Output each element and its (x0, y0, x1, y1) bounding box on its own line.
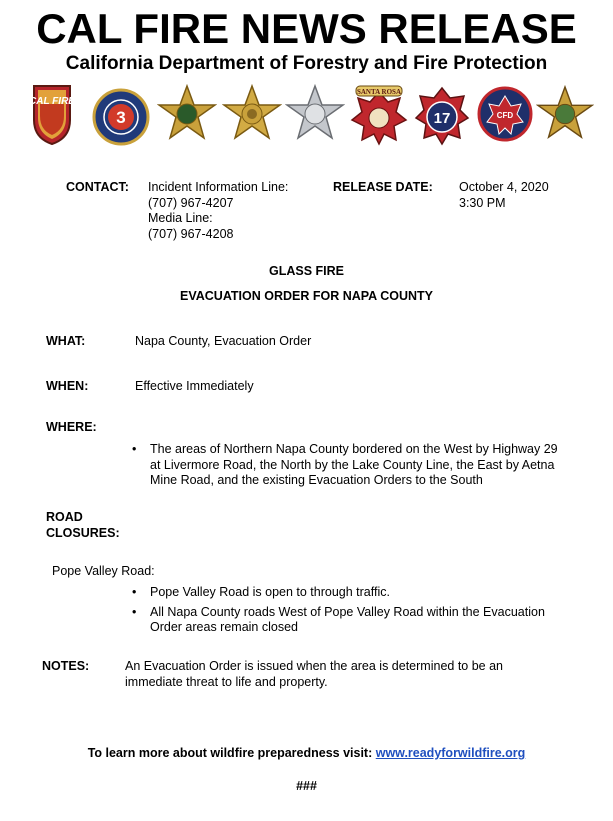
contact-label: CONTACT: (66, 180, 129, 194)
santa-rosa-fire-maltese-cross-icon (348, 84, 410, 153)
footer-learn-more (0, 746, 613, 762)
cal-fire-shield-icon (30, 82, 74, 151)
page-title: CAL FIRE NEWS RELEASE (36, 5, 577, 52)
logo-text: 3 (116, 108, 126, 127)
release-date: October 4, 2020 (459, 180, 549, 194)
when-label: WHEN: (46, 379, 89, 393)
release-date-label: RELEASE DATE: (333, 180, 433, 194)
incident-management-team-3-seal-icon (92, 88, 150, 151)
where-label: WHERE: (46, 420, 97, 434)
release-date-block (459, 180, 549, 211)
road-list (128, 585, 548, 636)
st-helena-fire-17-icon (414, 86, 470, 151)
when-value: Effective Immediately (135, 379, 254, 393)
where-list-item: • The areas of Northern Napa County bordered on the West by Highway 29 at Livermore Road, the North by the Lake County Line, the East by Aetna Mine Road, and the existing Evacuation Orders to the South (128, 442, 568, 489)
agency-logos-row (30, 82, 590, 152)
road-list-item: • Pope Valley Road is open to through traffic. (128, 585, 548, 601)
contact-info (148, 180, 328, 242)
media-line-label: Media Line: (148, 211, 213, 225)
notes-label: NOTES: (42, 659, 90, 673)
contact-line-label: Incident Information Line: (148, 180, 289, 194)
headline-fire-name: GLASS FIRE (268, 264, 344, 278)
end-mark: ### (296, 779, 317, 793)
road-label-line1: ROAD (46, 510, 83, 524)
calistoga-fire-cross-icon (477, 84, 533, 151)
where-list (128, 442, 568, 489)
release-time: 3:30 PM (459, 195, 506, 210)
notes-value: An Evacuation Order is issued when the area is determined to be an immediate threat to life and property. (125, 659, 503, 689)
road-list-item: • All Napa County roads West of Pope Valley Road within the Evacuation Order areas remain closed (128, 605, 548, 636)
napa-county-sheriff-star-icon (157, 84, 217, 151)
what-label: WHAT: (46, 334, 86, 348)
sonoma-county-sheriff-star-icon (222, 84, 282, 151)
road-subheading: Pope Valley Road: (52, 564, 155, 578)
contact-phone: (707) 967-4207 (148, 195, 234, 210)
readyforwildfire-link[interactable]: www.readyforwildfire.org (375, 746, 526, 760)
footer-learn-text: To learn more about wildfire preparedness visit: (87, 746, 373, 760)
logo-text: SANTA ROSA (356, 88, 402, 96)
road-label-line2: CLOSURES: (46, 525, 120, 540)
calistoga-police-star-icon (536, 84, 594, 151)
road-closures-label (46, 510, 120, 541)
logo-text: CAL FIRE (30, 96, 74, 107)
media-phone: (707) 967-4208 (148, 226, 234, 241)
santa-rosa-police-star-icon (285, 84, 345, 151)
logo-text: 17 (433, 110, 451, 127)
logo-text: CFD (496, 111, 514, 120)
what-value: Napa County, Evacuation Order (135, 334, 312, 348)
page-subtitle: California Department of Forestry and Fire Protection (65, 53, 548, 74)
headline-order: EVACUATION ORDER FOR NAPA COUNTY (179, 289, 433, 303)
